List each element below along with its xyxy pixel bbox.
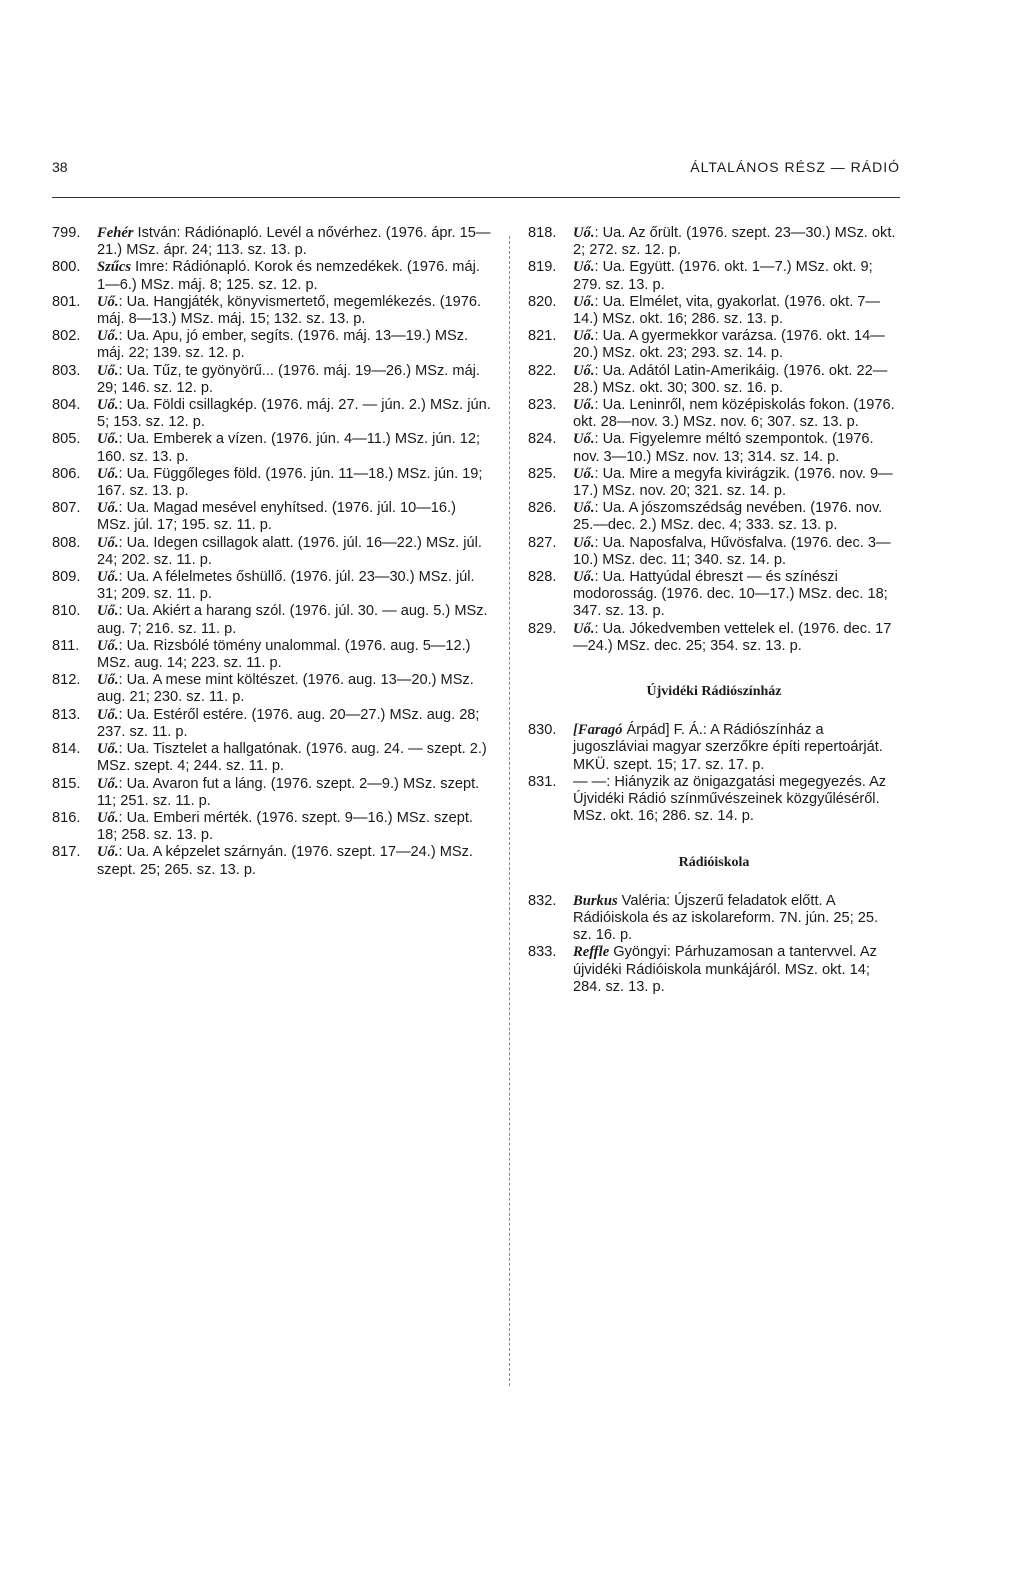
entry-number: 831. [528, 773, 557, 790]
entry-body: : Ua. Mire a megyfa kivirágzik. (1976. nov. 9—17.) MSz. nov. 20; 321. sz. 14. p. [573, 465, 893, 500]
entry-body: : Ua. Apu, jó ember, segíts. (1976. máj. 13—19.) MSz. máj. 22; 139. sz. 12. p. [97, 328, 469, 362]
entry-text [97, 776, 492, 810]
entry-number: 810. [52, 603, 81, 620]
entry-801 [52, 294, 492, 328]
entry-author: Uő. [97, 844, 119, 861]
entry-number: 816. [52, 809, 81, 826]
entry-833 [528, 944, 900, 996]
entry-830 [528, 722, 900, 774]
entry-799 [52, 225, 492, 259]
entry-804 [52, 397, 492, 431]
entry-813 [52, 707, 492, 741]
entry-author: Uő. [573, 328, 595, 345]
entry-text [97, 707, 492, 741]
entry-number: 813. [52, 706, 81, 723]
entry-author: Uő. [97, 706, 119, 723]
entry-number: 820. [528, 293, 557, 310]
entry-number: 799. [52, 225, 81, 241]
entry-text [573, 225, 900, 259]
entry-text [97, 603, 492, 637]
entry-814 [52, 741, 492, 775]
entry-823 [528, 397, 900, 431]
entry-body: : Ua. Akiért a harang szól. (1976. júl. 30. — aug. 5.) MSz. aug. 7; 216. sz. 11. p. [97, 603, 488, 637]
entry-author: Uő. [97, 741, 119, 758]
entry-body: : Ua. Estéről estére. (1976. aug. 20—27.) MSz. aug. 28; 237. sz. 11. p. [97, 706, 480, 740]
entry-body: : Ua. A gyermekkor varázsa. (1976. okt. 14—20.) MSz. okt. 23; 293. sz. 14. p. [573, 328, 885, 362]
page-number: 38 [52, 159, 68, 175]
entry-text [573, 621, 900, 655]
entry-number: 803. [52, 362, 81, 379]
entry-820 [528, 294, 900, 328]
entry-number: 825. [528, 465, 557, 482]
entry-text [573, 397, 900, 431]
entry-807 [52, 500, 492, 534]
entry-text [573, 535, 900, 569]
entry-body: : Ua. Együtt. (1976. okt. 1—7.) MSz. okt. 9; 279. sz. 13. p. [573, 259, 873, 293]
entry-808 [52, 535, 492, 569]
column-divider [509, 236, 510, 1386]
entry-author: Reffle [573, 944, 610, 961]
entry-803 [52, 363, 492, 397]
entry-body: : Ua. Adától Latin-Amerikáig. (1976. okt. 22—28.) MSz. okt. 30; 300. sz. 16. p. [573, 362, 888, 396]
entry-body: — —: Hiányzik az önigazgatási megegyezés. Az Újvidéki Rádió színművészeinek közgyűléséről. MSz. okt. 16; 286. sz. 14. p. [573, 773, 887, 825]
entry-number: 800. [52, 259, 81, 276]
entry-body: Gyöngyi: Párhuzamosan a tantervvel. Az újvidéki Rádióiskola munkájáról. MSz. okt. 14; 284. sz. 13. p. [573, 944, 877, 995]
entry-text [573, 466, 900, 500]
entry-821 [528, 328, 900, 362]
entry-text [573, 363, 900, 397]
entry-811 [52, 638, 492, 672]
entry-text [97, 672, 492, 706]
entry-text [97, 466, 492, 500]
entry-number: 830. [528, 722, 557, 739]
entry-number: 822. [528, 362, 557, 379]
entry-author: Uő. [573, 225, 595, 241]
entry-author: Uő. [97, 775, 119, 792]
entry-800 [52, 259, 492, 293]
entry-number: 832. [528, 892, 557, 909]
entry-author: Uő. [97, 465, 119, 482]
entry-author: Uő. [97, 362, 119, 379]
entry-number: 802. [52, 328, 81, 345]
entry-body: : Ua. Leninről, nem középiskolás fokon. (1976. okt. 28—nov. 3.) MSz. nov. 6; 307. sz. 13. p. [573, 397, 895, 431]
entry-author: Uő. [573, 259, 595, 276]
entry-author: Szűcs [97, 259, 132, 276]
entry-body: : Ua. Emberek a vízen. (1976. jún. 4—11.) MSz. jún. 12; 160. sz. 13. p. [97, 431, 481, 465]
entry-822 [528, 363, 900, 397]
entry-author: Uő. [573, 431, 595, 448]
page-header [52, 159, 900, 179]
entry-author: Burkus [573, 892, 618, 909]
entry-828 [528, 569, 900, 621]
entry-text [573, 569, 900, 621]
entry-826 [528, 500, 900, 534]
entry-body: István: Rádiónapló. Levél a nővérhez. (1976. ápr. 15—21.) MSz. ápr. 24; 113. sz. 13. p. [97, 225, 491, 259]
entry-author: Uő. [97, 672, 119, 689]
entry-number: 829. [528, 620, 557, 637]
entry-body: : Ua. Függőleges föld. (1976. jún. 11—18.) MSz. jún. 19; 167. sz. 13. p. [97, 465, 483, 500]
entry-body: : Ua. Idegen csillagok alatt. (1976. júl. 16—22.) MSz. júl. 24; 202. sz. 11. p. [97, 534, 482, 568]
entry-text [97, 569, 492, 603]
entry-text [97, 741, 492, 775]
entry-author: Uő. [573, 293, 595, 310]
entry-author: Uő. [97, 500, 119, 517]
entry-number: 821. [528, 328, 557, 345]
entry-number: 824. [528, 431, 557, 448]
entry-text [97, 638, 492, 672]
entry-body: Valéria: Újszerű feladatok előtt. A Rádióiskola és az iskolareform. 7N. jún. 25; 25. sz. 16. p. [573, 892, 878, 944]
entry-body: : Ua. Földi csillagkép. (1976. máj. 27. — jún. 2.) MSz. jún. 5; 153. sz. 12. p. [97, 397, 491, 431]
entry-body: : Ua. A képzelet szárnyán. (1976. szept. 17—24.) MSz. szept. 25; 265. sz. 13. p. [97, 844, 473, 878]
entry-author: Uő. [97, 397, 119, 414]
entry-body: : Ua. Emberi mérték. (1976. szept. 9—16.) MSz. szept. 18; 258. sz. 13. p. [97, 809, 473, 844]
entry-text [97, 294, 492, 328]
entry-number: 818. [528, 225, 557, 241]
entry-author: Uő. [573, 465, 595, 482]
entry-number: 801. [52, 293, 81, 310]
entry-body: : Ua. Tisztelet a hallgatónak. (1976. aug. 24. — szept. 2.) MSz. szept. 4; 244. sz. 11. p. [97, 741, 487, 775]
entry-806 [52, 466, 492, 500]
entry-number: 812. [52, 672, 81, 689]
entry-text [97, 500, 492, 534]
entry-body: : Ua. Magad mesével enyhítsed. (1976. júl. 10—16.) MSz. júl. 17; 195. sz. 11. p. [97, 500, 456, 534]
entry-text [573, 328, 900, 362]
entry-author: Uő. [97, 569, 119, 586]
entry-author: [Faragó [573, 722, 623, 739]
entry-text [573, 893, 900, 945]
entry-body: : Ua. Rizsbólé tömény unalommal. (1976. aug. 5—12.) MSz. aug. 14; 223. sz. 11. p. [97, 637, 471, 672]
entry-831 [528, 774, 900, 826]
section-heading-radioszinhaz: Újvidéki Rádiószínház [646, 684, 782, 700]
entry-body: : Ua. Figyelemre méltó szempontok. (1976. nov. 3—10.) MSz. nov. 13; 314. sz. 14. p. [573, 431, 874, 465]
left-column [52, 225, 492, 879]
entry-number: 826. [528, 500, 557, 517]
entry-number: 819. [528, 259, 557, 276]
entry-text [573, 944, 900, 996]
entry-number: 833. [528, 944, 557, 961]
entry-829 [528, 621, 900, 655]
entry-819 [528, 259, 900, 293]
header-rule [52, 197, 900, 198]
entry-text [97, 363, 492, 397]
entry-body: : Ua. Elmélet, vita, gyakorlat. (1976. okt. 7—14.) MSz. okt. 16; 286. sz. 13. p. [573, 293, 881, 328]
entry-number: 827. [528, 534, 557, 551]
entry-816 [52, 810, 492, 844]
entry-body: : Ua. Hattyúdal ébreszt — és színészi modorosság. (1976. dec. 10—17.) MSz. dec. 18; 347. sz. 13. p. [573, 569, 888, 620]
entry-author: Uő. [573, 620, 595, 637]
entry-text [97, 844, 492, 878]
entry-810 [52, 603, 492, 637]
entry-body: Imre: Rádiónapló. Korok és nemzedékek. (1976. máj. 1—6.) MSz. máj. 8; 125. sz. 12. p. [97, 259, 480, 293]
entry-number: 811. [52, 637, 80, 654]
entry-text [97, 431, 492, 465]
entry-number: 828. [528, 569, 557, 586]
entry-author: Uő. [573, 569, 595, 586]
entry-815 [52, 776, 492, 810]
entry-body: : Ua. Naposfalva, Hűvösfalva. (1976. dec. 3—10.) MSz. dec. 11; 340. sz. 14. p. [573, 534, 891, 568]
entry-author: Uő. [573, 500, 595, 517]
entry-818 [528, 225, 900, 259]
entry-author: Uő. [97, 328, 119, 345]
entry-text [573, 500, 900, 534]
entry-author: Uő. [573, 534, 595, 551]
entry-809 [52, 569, 492, 603]
entry-text [97, 225, 492, 259]
entry-number: 807. [52, 500, 81, 517]
entry-number: 808. [52, 534, 81, 551]
entry-825 [528, 466, 900, 500]
entry-text [97, 397, 492, 431]
entry-text [573, 294, 900, 328]
entry-author: Uő. [97, 637, 119, 654]
entry-number: 817. [52, 844, 81, 861]
entry-body: : Ua. A jószomszédság nevében. (1976. nov. 25.—dec. 2.) MSz. dec. 4; 333. sz. 13. p. [573, 500, 883, 534]
entry-text [573, 774, 900, 826]
entry-number: 815. [52, 775, 81, 792]
entry-number: 805. [52, 431, 81, 448]
running-title: ÁLTALÁNOS RÉSZ — RÁDIÓ [690, 159, 900, 175]
entry-author: Fehér [97, 225, 134, 241]
entry-text [573, 722, 900, 774]
entry-author: Uő. [97, 293, 119, 310]
entry-body: : Ua. Avaron fut a láng. (1976. szept. 2—9.) MSz. szept. 11; 251. sz. 11. p. [97, 775, 480, 809]
entry-number: 814. [52, 741, 81, 758]
entry-text [97, 535, 492, 569]
entry-812 [52, 672, 492, 706]
entry-author: Uő. [97, 603, 119, 620]
entry-author: Uő. [97, 431, 119, 448]
entry-817 [52, 844, 492, 878]
entry-body: : Ua. Hangjáték, könyvismertető, megemlékezés. (1976. máj. 8—13.) MSz. máj. 15; 132. sz. 13. p. [97, 293, 482, 328]
entry-author: Uő. [97, 809, 119, 826]
entry-text [97, 810, 492, 844]
entry-author: Uő. [97, 534, 119, 551]
entry-824 [528, 431, 900, 465]
entry-body: : Ua. Jókedvemben vettelek el. (1976. dec. 17—24.) MSz. dec. 25; 354. sz. 13. p. [573, 620, 892, 654]
section-heading-radioiskola: Rádióiskola [678, 854, 750, 870]
entry-body: : Ua. A félelmetes őshüllő. (1976. júl. 23—30.) MSz. júl. 31; 209. sz. 11. p. [97, 569, 475, 603]
entry-body: Árpád] F. Á.: A Rádiószínház a jugoszláviai magyar szerzőkre építi repertoárját. MKÜ. szept. 15; 17. sz. 17. p. [573, 722, 883, 773]
entry-805 [52, 431, 492, 465]
entry-body: : Ua. A mese mint költészet. (1976. aug. 13—20.) MSz. aug. 21; 230. sz. 11. p. [97, 672, 474, 706]
entry-author: Uő. [573, 397, 595, 414]
entry-body: : Ua. Az őrült. (1976. szept. 23—30.) MSz. okt. 2; 272. sz. 12. p. [573, 225, 896, 259]
entry-number: 804. [52, 397, 81, 414]
entry-number: 809. [52, 569, 81, 586]
entry-author: Uő. [573, 362, 595, 379]
entry-text [97, 328, 492, 362]
entry-text [573, 431, 900, 465]
entry-text [573, 259, 900, 293]
entry-number: 806. [52, 465, 81, 482]
entry-827 [528, 535, 900, 569]
entry-number: 823. [528, 397, 557, 414]
right-column [528, 225, 900, 996]
entry-text [97, 259, 492, 293]
entry-body: : Ua. Tűz, te gyönyörű... (1976. máj. 19—26.) MSz. máj. 29; 146. sz. 12. p. [97, 362, 480, 396]
entry-802 [52, 328, 492, 362]
entry-832 [528, 893, 900, 945]
